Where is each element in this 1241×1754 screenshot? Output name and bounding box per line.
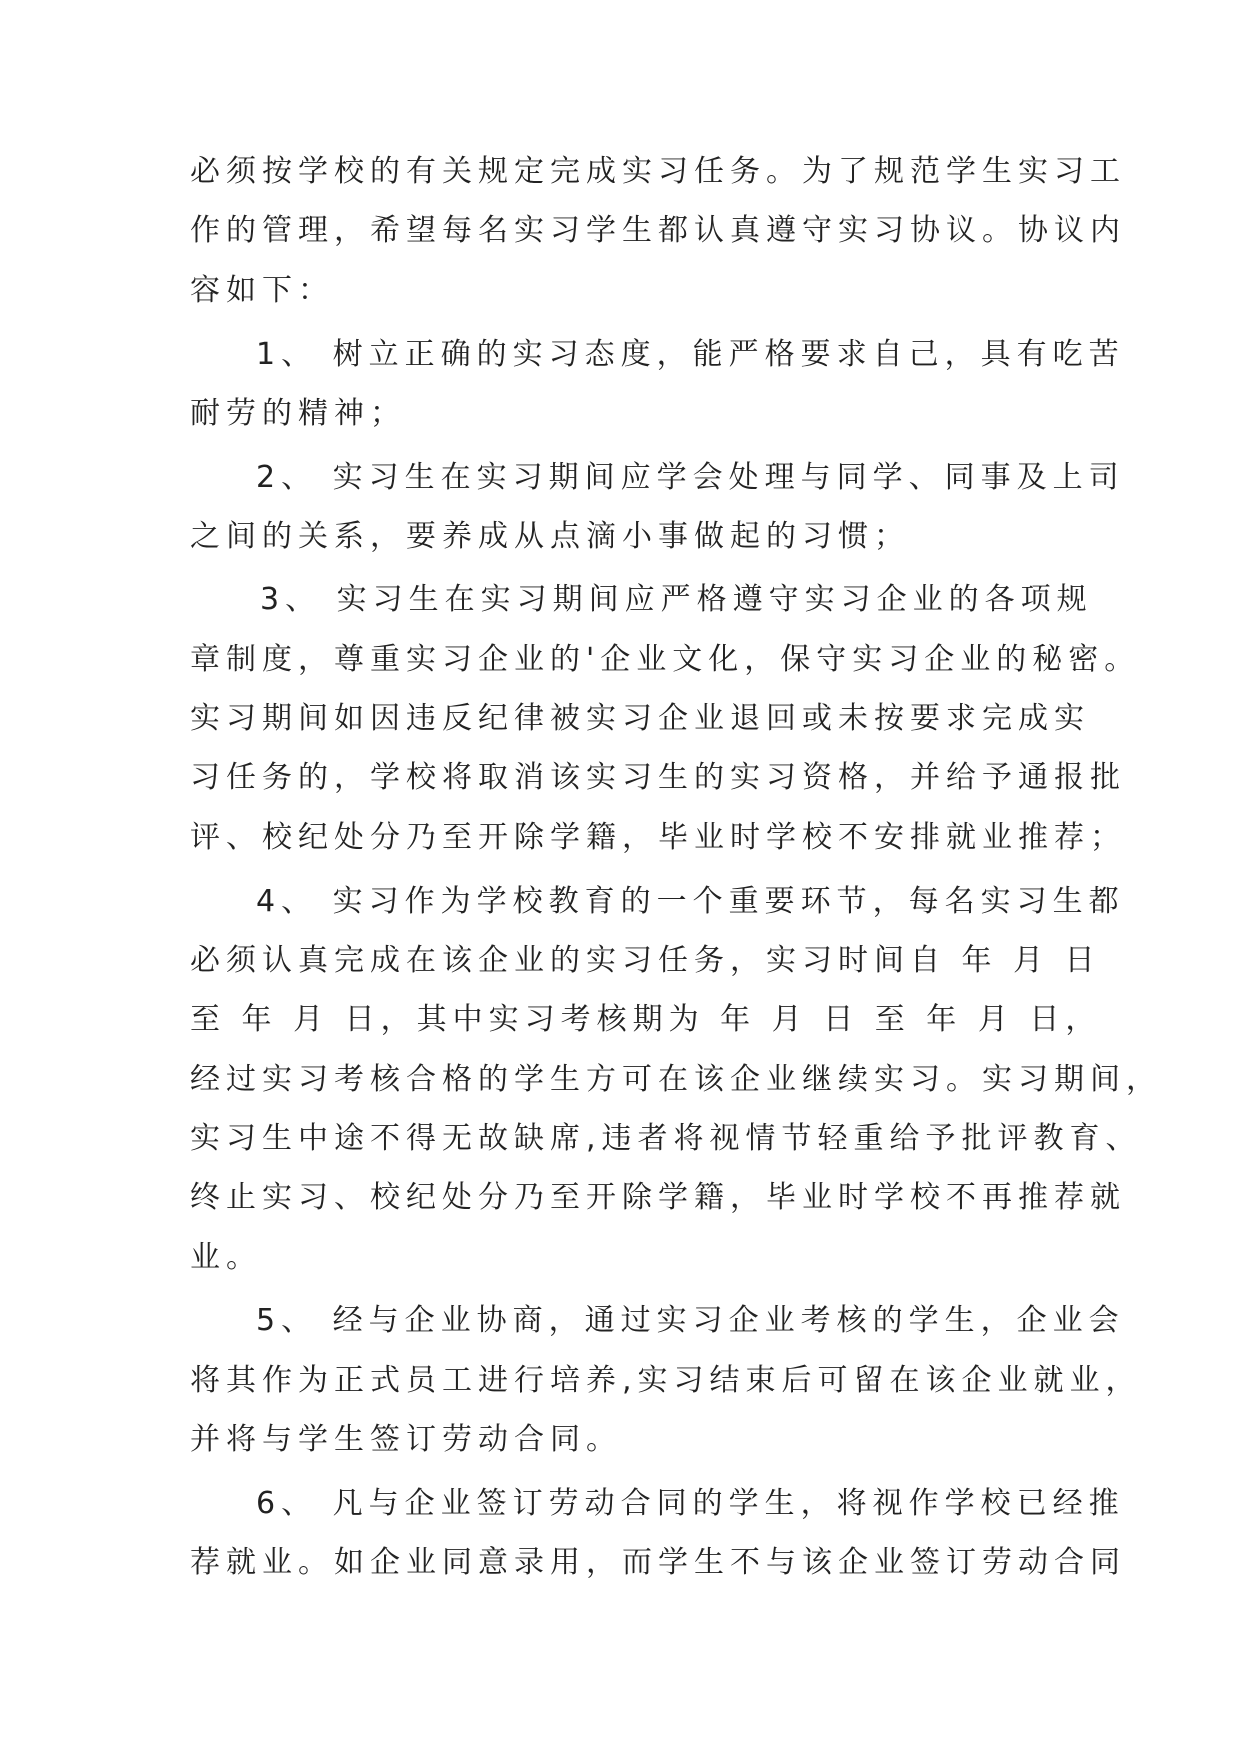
text-line: 作的管理，希望每名实习学生都认真遵守实习协议。协议内 bbox=[190, 213, 1126, 248]
text-line: 耐劳的精神； bbox=[190, 396, 406, 431]
list-item-6-first-line: 6、 凡与企业签订劳动合同的学生，将视作学校已经推 bbox=[256, 1486, 1125, 1521]
text-line: 至 年 月 日，其中实习考核期为 年 月 日 至 年 月 日， bbox=[190, 1002, 1102, 1037]
list-item-4-first-line: 4、 实习作为学校教育的一个重要环节，每名实习生都 bbox=[256, 884, 1125, 919]
text-line: 评、校纪处分乃至开除学籍，毕业时学校不安排就业推荐； bbox=[190, 820, 1126, 855]
text-line: 之间的关系，要养成从点滴小事做起的习惯； bbox=[190, 519, 910, 554]
text-line: 必须按学校的有关规定完成实习任务。为了规范学生实习工 bbox=[190, 154, 1126, 189]
text-line: 章制度，尊重实习企业的'企业文化，保守实习企业的秘密。 bbox=[190, 642, 1141, 677]
text-line: 经过实习考核合格的学生方可在该企业继续实习。实习期间， bbox=[190, 1062, 1162, 1097]
list-item-1-first-line: 1、 树立正确的实习态度，能严格要求自己，具有吃苦 bbox=[256, 337, 1125, 372]
text-line: 终止实习、校纪处分乃至开除学籍，毕业时学校不再推荐就 bbox=[190, 1180, 1126, 1215]
text-line: 并将与学生签订劳动合同。 bbox=[190, 1422, 622, 1457]
text-line: 实习生中途不得无故缺席,违者将视情节轻重给予批评教育、 bbox=[190, 1121, 1142, 1156]
text-line: 将其作为正式员工进行培养,实习结束后可留在该企业就业， bbox=[190, 1363, 1142, 1398]
text-line: 必须认真完成在该企业的实习任务，实习时间自 年 月 日 bbox=[190, 943, 1101, 978]
list-item-3-first-line: 3、 实习生在实习期间应严格遵守实习企业的各项规 bbox=[260, 582, 1093, 617]
text-line: 容如下： bbox=[190, 273, 334, 308]
text-line: 业。 bbox=[190, 1240, 262, 1275]
text-line: 实习期间如因违反纪律被实习企业退回或未按要求完成实 bbox=[190, 701, 1090, 736]
list-item-2-first-line: 2、 实习生在实习期间应学会处理与同学、同事及上司 bbox=[256, 460, 1125, 495]
text-line: 荐就业。如企业同意录用，而学生不与该企业签订劳动合同 bbox=[190, 1545, 1126, 1580]
list-item-5-first-line: 5、 经与企业协商，通过实习企业考核的学生，企业会 bbox=[256, 1303, 1125, 1338]
text-line: 习任务的，学校将取消该实习生的实习资格，并给予通报批 bbox=[190, 760, 1126, 795]
